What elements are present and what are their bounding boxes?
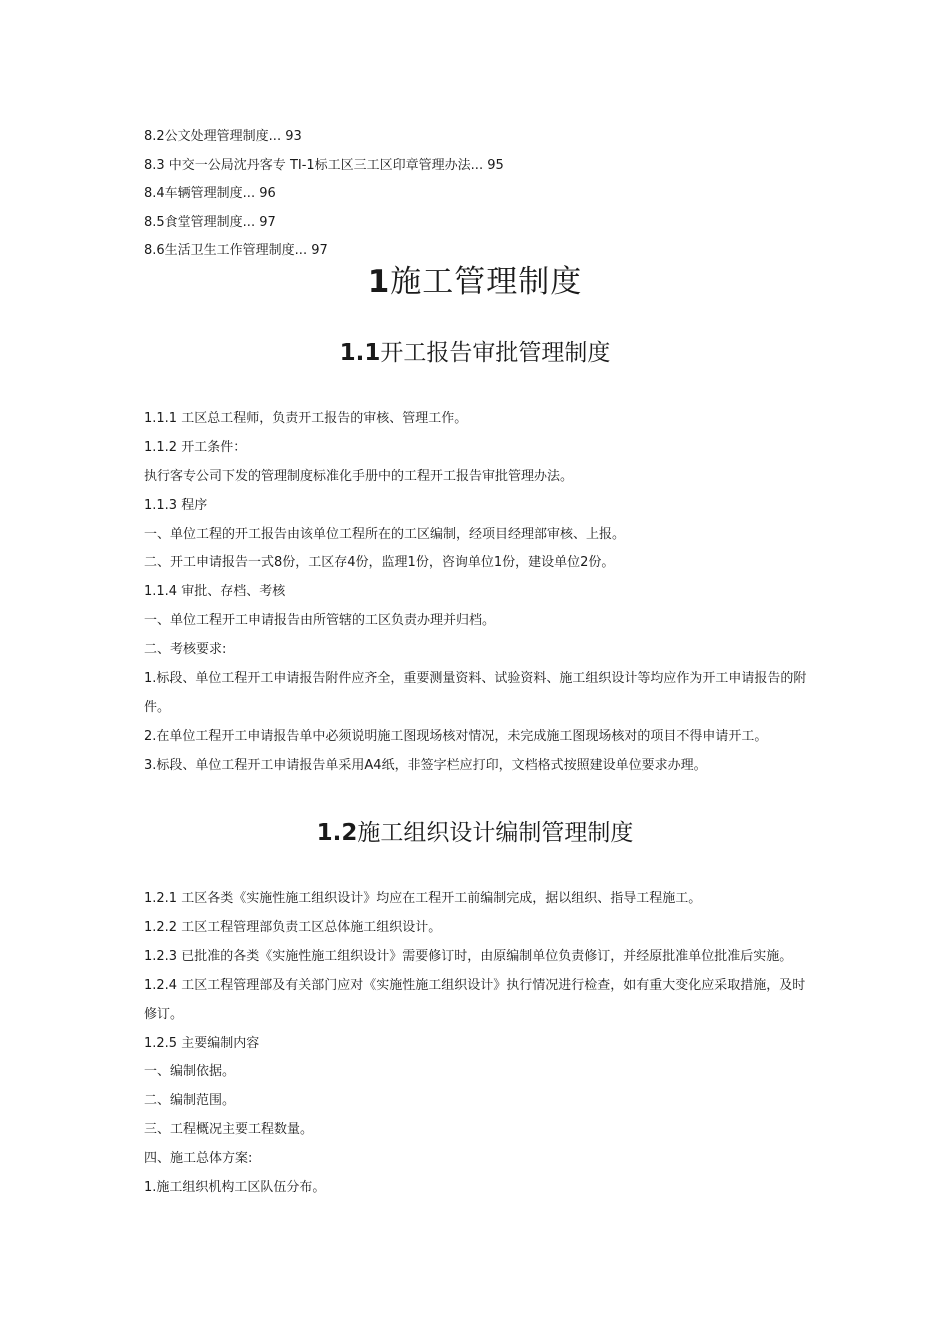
table-of-contents — [144, 128, 504, 271]
paragraph: 2.在单位工程开工申请报告单中必须说明施工图现场核对情况，未完成施工图现场核对的项目不得申请开工。 — [144, 728, 768, 744]
toc-entry[interactable]: 8.2公文处理管理制度... 93 — [144, 129, 302, 144]
chapter-heading — [0, 262, 950, 302]
paragraph: 1.1.3 程序 — [144, 497, 208, 513]
paragraph: 四、施工总体方案: — [144, 1151, 253, 1167]
section-number: 1.2 — [316, 820, 358, 846]
section-title: 开工报告审批管理制度 — [380, 340, 611, 366]
section-body — [144, 410, 810, 786]
paragraph: 1.1.2 开工条件： — [144, 439, 247, 455]
section-number: 1.1 — [339, 340, 381, 366]
paragraph: 1.2.5 主要编制内容 — [144, 1035, 260, 1051]
paragraph: 一、编制依据。 — [144, 1064, 236, 1080]
paragraph: 1.1.1 工区总工程师，负责开工报告的审核、管理工作。 — [144, 411, 468, 426]
paragraph: 1.2.2 工区工程管理部负责工区总体施工组织设计。 — [144, 919, 442, 935]
toc-entry[interactable]: 8.5食堂管理制度... 97 — [144, 214, 276, 230]
paragraph: 一、单位工程开工申请报告由所管辖的工区负责办理并归档。 — [144, 613, 496, 629]
section-heading — [0, 817, 950, 849]
paragraph: 1.2.1 工区各类《实施性施工组织设计》均应在工程开工前编制完成，据以组织、指导工程施工。 — [144, 891, 702, 906]
paragraph: 1.2.4 工区工程管理部及有关部门应对《实施性施工组织设计》执行情况进行检查，如有重大变化应采取措施，及时修订。 — [144, 977, 806, 1022]
section-heading — [0, 337, 950, 369]
chapter-number: 1 — [367, 264, 391, 300]
paragraph: 三、工程概况主要工程数量。 — [144, 1122, 314, 1138]
paragraph: 1.施工组织机构工区队伍分布。 — [144, 1179, 326, 1195]
paragraph: 二、开工申请报告一式8份，工区存4份，监理1份，咨询单位1份，建设单位2份。 — [144, 555, 615, 571]
paragraph: 二、考核要求: — [144, 642, 227, 658]
toc-entry[interactable]: 8.6生活卫生工作管理制度... 97 — [144, 243, 328, 259]
paragraph: 一、单位工程的开工报告由该单位工程所在的工区编制，经项目经理部审核、上报。 — [144, 526, 626, 542]
paragraph: 3.标段、单位工程开工申请报告单采用A4纸，非签字栏应打印，文档格式按照建设单位要求办理。 — [144, 757, 707, 773]
section-body — [144, 890, 810, 1208]
paragraph: 二、编制范围。 — [144, 1093, 236, 1109]
paragraph: 执行客专公司下发的管理制度标准化手册中的工程开工报告审批管理办法。 — [144, 468, 574, 484]
section-title: 施工组织设计编制管理制度 — [357, 820, 634, 846]
paragraph: 1.1.4 审批、存档、考核 — [144, 584, 286, 600]
chapter-title: 施工管理制度 — [390, 264, 583, 300]
toc-entry[interactable]: 8.3 中交一公局沈丹客专 TI-1标工区三工区印章管理办法... 95 — [144, 157, 504, 173]
paragraph: 1.标段、单位工程开工申请报告附件应齐全，重要测量资料、试验资料、施工组织设计等均应作为开工申请报告的附件。 — [144, 671, 807, 715]
toc-entry[interactable]: 8.4车辆管理制度... 96 — [144, 186, 276, 202]
paragraph: 1.2.3 已批准的各类《实施性施工组织设计》需要修订时，由原编制单位负责修订，并经原批准单位批准后实施。 — [144, 948, 793, 964]
